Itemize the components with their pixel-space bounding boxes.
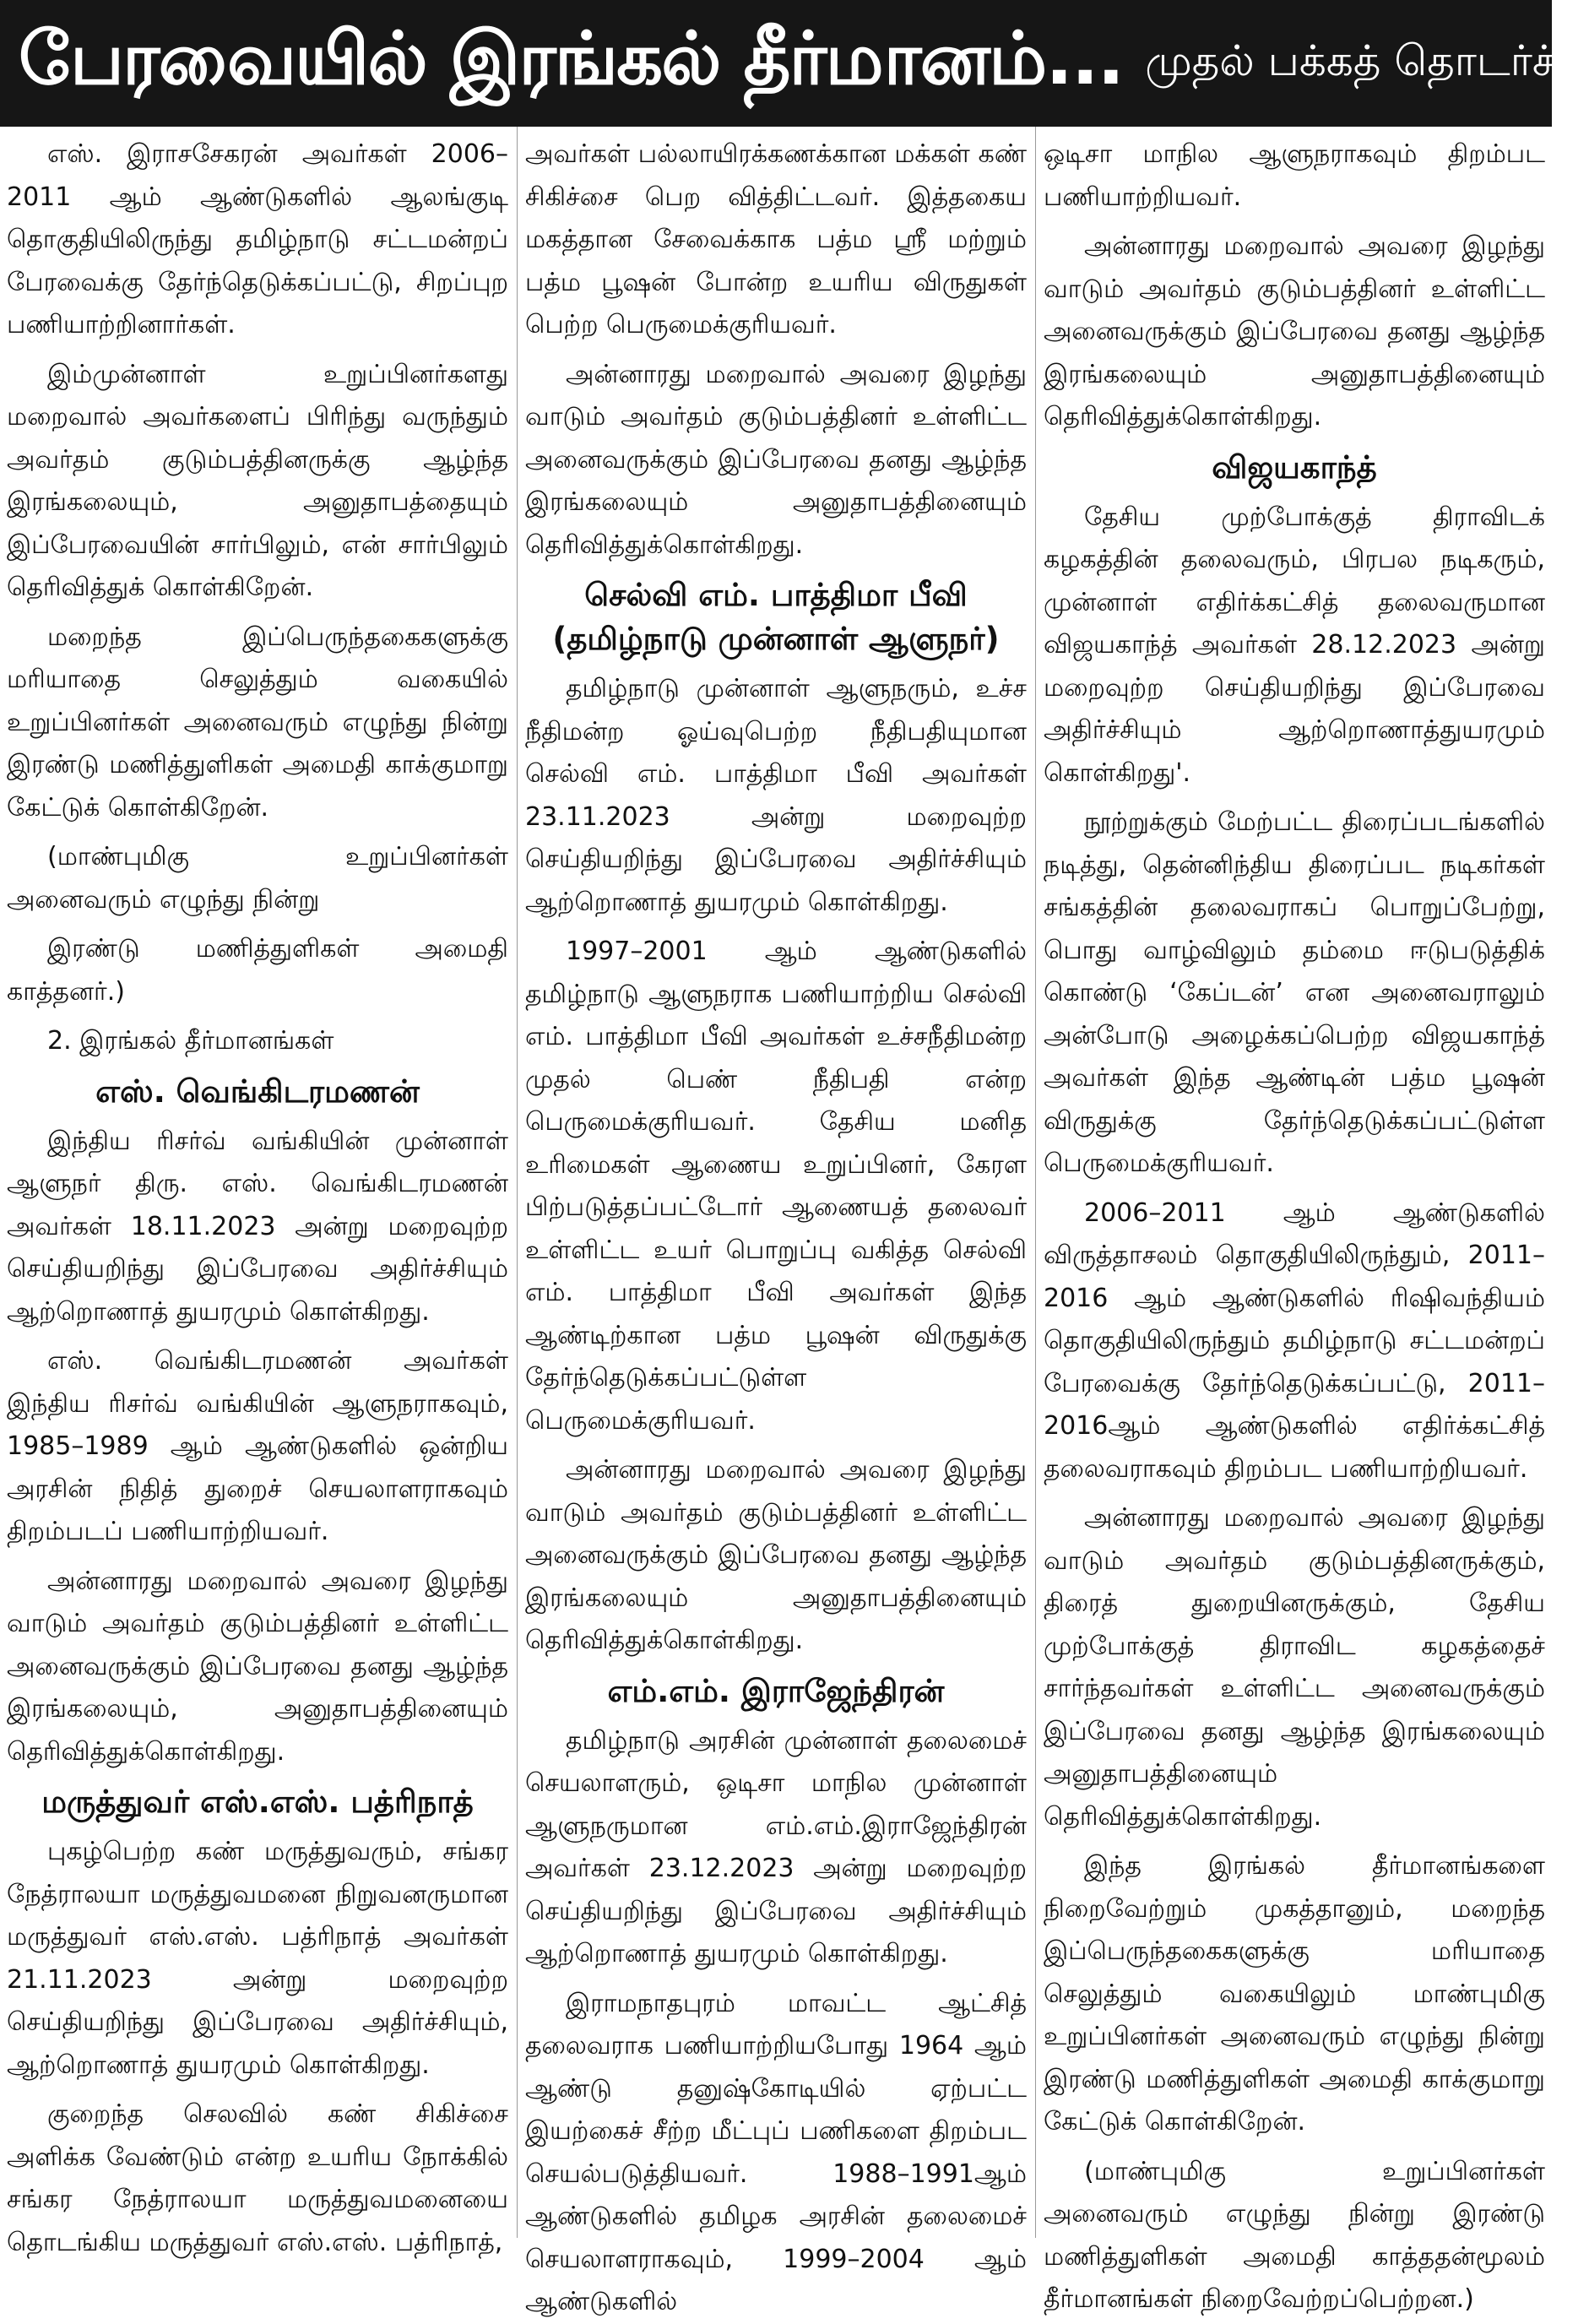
paragraph: புகழ்பெற்ற கண் மருத்துவரும், சங்கர நேத்ராலயா மருத்துவமனை நிறுவனருமான மருத்துவர் எஸ்.எஸ். பத்ரிநாத் அவர்கள் 21.11.2023 அன்று மறைவுற்ற செய்தியறிந்து இப்பேரவை அதிர்ச்சியும், ஆற்றொணாத் துயரமும் கொள்கிறது. xyxy=(7,1837,508,2080)
paragraph: எஸ். இராசசேகரன் அவர்கள் 2006–2011 ஆம் ஆண்டுகளில் ஆலங்குடி தொகுதியிலிருந்து தமிழ்நாடு சட்டமன்றப் பேரவைக்கு தேர்ந்தெடுக்கப்பட்டு, சிறப்புற பணியாற்றினார்கள். xyxy=(7,139,508,339)
paragraph: அவர்கள் பல்லாயிரக்கணக்கான மக்கள் கண் சிகிச்சை பெற வித்திட்டவர். இத்தகைய மகத்தான சேவைக்காக பத்ம ஸ்ரீ மற்றும் பத்ம பூஷன் போன்ற உயரிய விருதுகள் பெற்ற பெருமைக்குரியவர். xyxy=(525,139,1027,339)
column-2 xyxy=(525,127,1027,2316)
paragraph: நூற்றுக்கும் மேற்பட்ட திரைப்படங்களில் நடித்து, தென்னிந்திய திரைப்பட நடிகர்கள் சங்கத்தின் தலைவராகப் பொறுப்பேற்று, பொது வாழ்விலும் தம்மை ஈடுபடுத்திக் கொண்டு ‘கேப்டன்’ என அனைவராலும் அன்போடு அழைக்கப்பெற்ற விஜயகாந்த் அவர்கள் இந்த ஆண்டின் பத்ம பூஷன் விருதுக்கு தேர்ந்தெடுக்கப்பட்டுள்ள பெருமைக்குரியவர். xyxy=(1044,807,1545,1178)
paragraph: ஒடிசா மாநில ஆளுநராகவும் திறம்பட பணியாற்றியவர். xyxy=(1044,139,1545,212)
paragraph: அன்னாரது மறைவால் அவரை இழந்து வாடும் அவர்தம் குடும்பத்தினர் உள்ளிட்ட அனைவருக்கும் இப்பேரவை தனது ஆழ்ந்த இரங்கலையும், அனுதாபத்தினையும் தெரிவித்துக்கொள்கிறது. xyxy=(7,1566,508,1767)
paragraph: தேசிய முற்போக்குத் திராவிடக் கழகத்தின் தலைவரும், பிரபல நடிகரும், முன்னாள் எதிர்க்கட்சித் தலைவருமான விஜயகாந்த் அவர்கள் 28.12.2023 அன்று மறைவுற்ற செய்தியறிந்து இப்பேரவை அதிர்ச்சியும் ஆற்றொணாத்துயரமும் கொள்கிறது'. xyxy=(1044,502,1545,788)
paragraph: இராமநாதபுரம் மாவட்ட ஆட்சித் தலைவராக பணியாற்றியபோது 1964 ஆம் ஆண்டு தனுஷ்கோடியில் ஏற்பட்ட இயற்கைச் சீற்ற மீட்புப் பணிகளை திறம்பட செயல்படுத்தியவர். 1988–1991ஆம் ஆண்டுகளில் தமிழக அரசின் தலைமைச் செயலாளராகவும், 1999–2004 ஆம் ஆண்டுகளில் xyxy=(525,1988,1027,2316)
headline-title: பேரவையில் இரங்கல் தீர்மானம்... xyxy=(19,16,1124,101)
paragraph: மறைந்த இப்பெருந்தகைகளுக்கு மரியாதை செலுத்தும் வகையில் உறுப்பினர்கள் அனைவரும் எழுந்து நின்று இரண்டு மணித்துளிகள் அமைதி காக்குமாறு கேட்டுக் கொள்கிறேன். xyxy=(7,622,508,823)
paragraph: அன்னாரது மறைவால் அவரை இழந்து வாடும் அவர்தம் குடும்பத்தினருக்கும், திரைத் துறையினருக்கும், தேசிய முற்போக்குத் திராவிட கழகத்தைச் சார்ந்தவர்கள் உள்ளிட்ட அனைவருக்கும் இப்பேரவை தனது ஆழ்ந்த இரங்கலையும் அனுதாபத்தினையும் தெரிவித்துக்கொள்கிறது. xyxy=(1044,1503,1545,1832)
paragraph: (மாண்புமிகு உறுப்பினர்கள் அனைவரும் எழுந்து நின்று இரண்டு மணித்துளிகள் அமைதி காத்ததன்மூலம் தீர்மானங்கள் நிறைவேற்றப்பெற்றன.) xyxy=(1044,2156,1545,2314)
paragraph: குறைந்த செலவில் கண் சிகிச்சை அளிக்க வேண்டும் என்ற உயரிய நோக்கில் சங்கர நேத்ராலயா மருத்துவமனையை தொடங்கிய மருத்துவர் எஸ்.எஸ். பத்ரிநாத், xyxy=(7,2099,508,2257)
paragraph: எஸ். வெங்கிடரமணன் அவர்கள் இந்திய ரிசர்வ் வங்கியின் ஆளுநராகவும், 1985–1989 ஆம் ஆண்டுகளில் ஒன்றிய அரசின் நிதித் துறைச் செயலாளராகவும் திறம்படப் பணியாற்றியவர். xyxy=(7,1346,508,1546)
column-3 xyxy=(1044,127,1545,2314)
section-heading: எஸ். வெங்கிடரமணன் xyxy=(95,1072,420,1110)
column-divider xyxy=(517,127,518,2238)
section-subheading xyxy=(525,617,1027,661)
paragraph: தமிழ்நாடு அரசின் முன்னாள் தலைமைச் செயலாளரும், ஒடிசா மாநில முன்னாள் ஆளுநருமான எம்.எம்.இராஜேந்திரன் அவர்கள் 23.12.2023 அன்று மறைவுற்ற செய்தியறிந்து இப்பேரவை அதிர்ச்சியும் ஆற்றொணாத் துயரமும் கொள்கிறது. xyxy=(525,1725,1027,1968)
paragraph: 1997–2001 ஆம் ஆண்டுகளில் தமிழ்நாடு ஆளுநராக பணியாற்றிய செல்வி எம். பாத்திமா பீவி அவர்கள் உச்சநீதிமன்ற முதல் பெண் நீதிபதி என்ற பெருமைக்குரியவர். தேசிய மனித உரிமைகள் ஆணைய உறுப்பினர், கேரள பிற்படுத்தப்பட்டோர் ஆணையத் தலைவர் உள்ளிட்ட உயர் பொறுப்பு வகித்த செல்வி எம். பாத்திமா பீவி அவர்கள் இந்த ஆண்டிற்கான பத்ம பூஷன் விருதுக்கு தேர்ந்தெடுக்கப்பட்டுள்ள பெருமைக்குரியவர். xyxy=(525,937,1027,1436)
paragraph: இந்திய ரிசர்வ் வங்கியின் முன்னாள் ஆளுநர் திரு. எஸ். வெங்கிடரமணன் அவர்கள் 18.11.2023 அன்று மறைவுற்ற செய்தியறிந்து இப்பேரவை அதிர்ச்சியும் ஆற்றொணாத் துயரமும் கொள்கிறது. xyxy=(7,1126,508,1327)
section-heading: மருத்துவர் எஸ்.எஸ். பத்ரிநாத் xyxy=(41,1784,474,1820)
paragraph: 2006–2011 ஆம் ஆண்டுகளில் விருத்தாசலம் தொகுதியிலிருந்தும், 2011–2016 ஆம் ஆண்டுகளில் ரிஷிவந்தியம் தொகுதியிலிருந்தும் தமிழ்நாடு சட்டமன்றப் பேரவைக்கு தேர்ந்தெடுக்கப்பட்டு, 2011–2016ஆம் ஆண்டுகளில் எதிர்க்கட்சித் தலைவராகவும் திறம்பட பணியாற்றியவர். xyxy=(1044,1197,1545,1484)
heading-line: (தமிழ்நாடு முன்னாள் ஆளுநர்) xyxy=(552,621,1000,657)
article-columns xyxy=(0,127,1552,2316)
paragraph: அன்னாரது மறைவால் அவரை இழந்து வாடும் அவர்தம் குடும்பத்தினர் உள்ளிட்ட அனைவருக்கும் இப்பேரவை தனது ஆழ்ந்த இரங்கலையும் அனுதாபத்தினையும் தெரிவித்துக்கொள்கிறது. xyxy=(525,359,1027,560)
continuation-label: முதல் பக்கத் தொடர்ச்சி xyxy=(1145,35,1589,85)
headline-banner xyxy=(0,0,1589,127)
section-heading: எம்.எம். இராஜேந்திரன் xyxy=(607,1672,945,1709)
heading-line: செல்வி எம். பாத்திமா பீவி xyxy=(584,577,968,613)
paragraph: அன்னாரது மறைவால் அவரை இழந்து வாடும் அவர்தம் குடும்பத்தினர் உள்ளிட்ட அனைவருக்கும் இப்பேரவை தனது ஆழ்ந்த இரங்கலையும் அனுதாபத்தினையும் தெரிவித்துக்கொள்கிறது. xyxy=(525,1455,1027,1655)
paragraph: தமிழ்நாடு முன்னாள் ஆளுநரும், உச்ச நீதிமன்ற ஓய்வுபெற்ற நீதிபதியுமான செல்வி எம். பாத்திமா பீவி அவர்கள் 23.11.2023 அன்று மறைவுற்ற செய்தியறிந்து இப்பேரவை அதிர்ச்சியும் ஆற்றொணாத் துயரமும் கொள்கிறது. xyxy=(525,674,1027,917)
column-1 xyxy=(7,127,508,2257)
paragraph: இரண்டு மணித்துளிகள் அமைதி காத்தனர்.) xyxy=(7,934,508,1007)
paragraph: இம்முன்னாள் உறுப்பினர்களது மறைவால் அவர்களைப் பிரிந்து வருந்தும் அவர்தம் குடும்பத்தினருக்கு ஆழ்ந்த இரங்கலையும், அனுதாபத்தையும் இப்பேரவையின் சார்பிலும், என் சார்பிலும் தெரிவித்துக் கொள்கிறேன். xyxy=(7,359,508,602)
column-divider xyxy=(1035,127,1036,2238)
paragraph: (மாண்புமிகு உறுப்பினர்கள் அனைவரும் எழுந்து நின்று xyxy=(7,842,508,915)
paragraph: அன்னாரது மறைவால் அவரை இழந்து வாடும் அவர்தம் குடும்பத்தினர் உள்ளிட்ட அனைவருக்கும் இப்பேரவை தனது ஆழ்ந்த இரங்கலையும் அனுதாபத்தினையும் தெரிவித்துக்கொள்கிறது. xyxy=(1044,231,1545,432)
section-heading xyxy=(525,573,1027,617)
paragraph: இந்த இரங்கல் தீர்மானங்களை நிறைவேற்றும் முகத்தானும், மறைந்த இப்பெருந்தகைகளுக்கு மரியாதை செலுத்தும் வகையிலும் மாண்புமிகு உறுப்பினர்கள் அனைவரும் எழுந்து நின்று இரண்டு மணித்துளிகள் அமைதி காக்குமாறு கேட்டுக் கொள்கிறேன். xyxy=(1044,1851,1545,2137)
paragraph: 2. இரங்கல் தீர்மானங்கள் xyxy=(47,1026,334,1056)
section-heading: விஜயகாந்த் xyxy=(1212,448,1377,486)
